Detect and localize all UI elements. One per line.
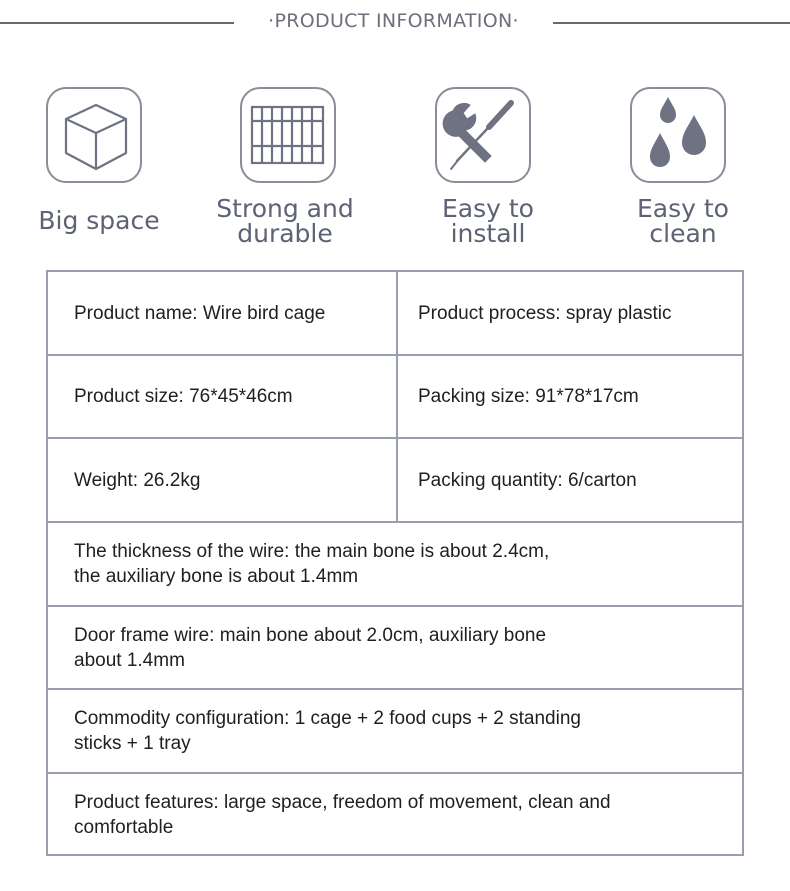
spec-line: Commodity configuration: 1 cage + 2 food cups + 2 standing bbox=[74, 708, 581, 729]
spec-weight: Weight: 26.2kg bbox=[74, 469, 201, 491]
spec-features bbox=[48, 774, 742, 856]
spec-line: sticks + 1 tray bbox=[74, 733, 191, 754]
spec-line: Product features: large space, freedom of movement, clean and bbox=[74, 792, 611, 813]
wrench-screwdriver-icon bbox=[435, 87, 531, 183]
feature-label-line: clean bbox=[649, 219, 717, 248]
spec-packing-size: Packing size: 91*78*17cm bbox=[396, 356, 742, 437]
feature-label-strong-durable bbox=[190, 196, 380, 246]
table-row bbox=[48, 607, 742, 690]
table-row bbox=[48, 272, 742, 356]
spec-door-frame bbox=[48, 607, 742, 688]
feature-label-line: Easy to bbox=[637, 194, 729, 223]
spec-product-process: Product process: spray plastic bbox=[396, 272, 742, 354]
spec-line: the auxiliary bone is about 1.4mm bbox=[74, 566, 359, 587]
spec-line: The thickness of the wire: the main bone is about 2.4cm, bbox=[74, 541, 550, 562]
table-row bbox=[48, 690, 742, 774]
grid-cage-icon bbox=[240, 87, 336, 183]
spec-product-name: Product name: Wire bird cage bbox=[74, 302, 326, 324]
section-header bbox=[0, 0, 790, 48]
spec-line: about 1.4mm bbox=[74, 649, 185, 671]
feature-label-easy-install bbox=[393, 196, 583, 246]
spec-line: comfortable bbox=[74, 817, 174, 838]
spec-product-size: Product size: 76*45*46cm bbox=[74, 386, 293, 407]
header-divider-left bbox=[0, 22, 234, 24]
spec-line: Door frame wire: main bone about 2.0cm, auxiliary bone bbox=[74, 624, 547, 646]
table-row bbox=[48, 774, 742, 856]
feature-label-line: Strong and bbox=[216, 194, 354, 223]
water-drops-icon bbox=[630, 87, 726, 183]
spec-wire-thickness bbox=[48, 523, 742, 605]
feature-label-line: Easy to bbox=[442, 194, 534, 223]
spec-packing-quantity: Packing quantity: 6/carton bbox=[396, 439, 742, 521]
feature-label-line: install bbox=[450, 219, 526, 248]
feature-label-line: durable bbox=[237, 219, 333, 248]
cube-icon bbox=[46, 87, 142, 183]
table-row bbox=[48, 356, 742, 439]
section-title: ·PRODUCT INFORMATION· bbox=[268, 10, 519, 32]
header-divider-right bbox=[553, 22, 790, 24]
table-row bbox=[48, 523, 742, 607]
table-row bbox=[48, 439, 742, 523]
feature-label-big-space: Big space bbox=[38, 206, 160, 235]
feature-label-easy-clean bbox=[588, 196, 778, 246]
spec-table bbox=[46, 270, 744, 856]
spec-configuration bbox=[48, 690, 742, 772]
